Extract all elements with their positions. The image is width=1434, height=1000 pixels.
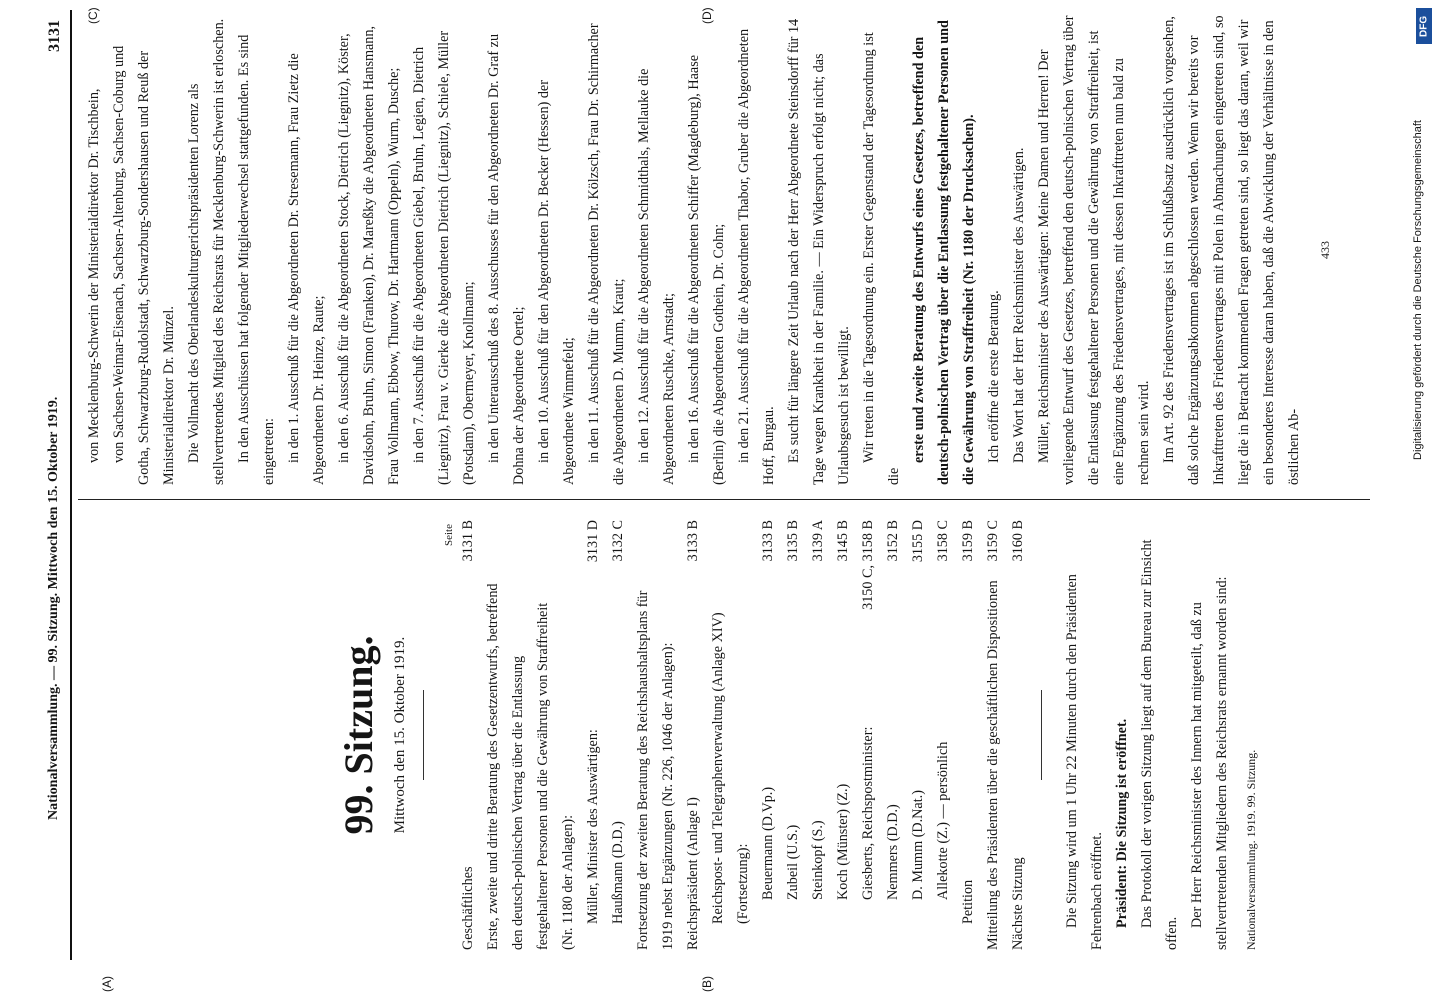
toc-entry-page: 3145 B xyxy=(835,520,851,562)
toc-entry-page: 3152 B xyxy=(885,520,901,562)
toc-entry-page: 3158 C xyxy=(935,520,951,562)
toc-entry-text: Mitteilung des Präsidenten über die geschäftlichen Dispositionen xyxy=(985,580,1001,950)
toc-entry-page: 3150 C, 3158 B xyxy=(860,520,876,610)
toc-entry-page: 3135 B xyxy=(785,520,801,562)
toc-entry xyxy=(806,520,831,950)
toc-entry-page: 3133 B xyxy=(685,520,701,562)
toc-entry xyxy=(681,520,706,950)
toc-entry-text: Allekotte (Z.) — persönlich xyxy=(935,741,951,900)
toc-entry xyxy=(1006,520,1031,950)
toc-entry-page: 3160 B xyxy=(1010,520,1026,562)
signature-mark: 433 xyxy=(1318,241,1332,259)
right-column xyxy=(82,15,1338,485)
toc-entry-page: 3131 D xyxy=(585,520,601,563)
running-header: Nationalversammlung. — 99. Sitzung. Mittwoch den 15. Oktober 1919. xyxy=(46,396,61,820)
toc-entry-page: 3155 D xyxy=(910,520,926,563)
dfg-logo: DFG xyxy=(1416,8,1432,44)
toc-entry-page: 3132 C xyxy=(610,520,626,562)
right-paragraph: Ich eröffne die erste Beratung. xyxy=(986,290,1002,463)
toc-entry xyxy=(881,520,906,950)
toc-entry-text: D. Mumm (D.Nat.) xyxy=(910,790,926,900)
page-column-label: Seite xyxy=(443,524,455,546)
funding-note: Digitalisierung gefördert durch die Deutsche Forschungsgemeinschaft xyxy=(1412,120,1424,460)
toc-entry xyxy=(456,520,481,950)
toc-entry xyxy=(781,520,806,950)
toc-entry-text: Steinkopf (S.) xyxy=(810,820,826,900)
toc-entry-page: 3159 B xyxy=(960,520,976,562)
left-footer: Nationalversammlung. 1919. 99. Sitzung. xyxy=(1244,749,1258,950)
right-paragraph: Im Art. 92 des Friedensvertrages ist im Schlußabsatz ausdrücklich vorgesehen, daß solche Ergänzungsabkommen abgeschlossen werden. Wenn wir bereits vor Inkrafttreten des Friedensvertrages mit Polen in Abmachungen eingetreten sind, so liegt die in Betracht kommenden Fragen getreten sind, so liegt das daran, weil wir ein besonderes Interesse daran haben, daß die Abwicklung der Verhältnisse in den östlichen Ab- xyxy=(1161,15,1302,485)
table-of-contents xyxy=(456,520,1031,950)
toc-end-rule xyxy=(1041,690,1042,780)
margin-mark-d: (D) xyxy=(700,7,714,24)
toc-entry-text: Zubeil (U.S.) xyxy=(785,824,801,900)
toc-entry-text: Giesberts, Reichspostminister: xyxy=(860,726,876,900)
right-paragraph: Es sucht für längere Zeit Urlaub nach der Herr Abgeordnete Steinsdorff für 14 Tage wegen Krankheit in der Familie. — Ein Widerspruch erfolgt nicht; das Urlaubsgesuch ist bewilligt. xyxy=(786,18,852,485)
toc-entry xyxy=(956,520,981,950)
toc-entry-page: 3133 B xyxy=(760,520,776,562)
toc-entry-text: Reichspost- und Telegraphenverwaltung (Anlage XIV) (Fortsetzung): xyxy=(710,612,751,924)
toc-entry-text: Nächste Sitzung xyxy=(1010,857,1026,950)
right-paragraph: in den 16. Ausschuß für die Abgeordneten Schiffer (Magdeburg), Haase (Berlin) die Abgeordneten Gothein, Dr. Cohn; xyxy=(686,54,727,485)
right-paragraph: in den 12. Ausschuß für die Abgeordneten Schmidthals, Mellauke die Abgeordneten Ruschke, Arnstadt; xyxy=(636,68,677,485)
toc-entry xyxy=(756,520,781,950)
header-rule xyxy=(70,10,72,960)
toc-entry-text: Geschäftliches xyxy=(460,866,476,950)
toc-entry xyxy=(581,520,606,950)
toc-entry xyxy=(906,520,931,950)
toc-entry-text: Haußmann (D.D.) xyxy=(610,821,626,924)
column-divider xyxy=(78,499,1370,500)
right-paragraph: in den 6. Ausschuß für die Abgeordneten Stock, Dietrich (Liegnitz), Köster, Davidsohn, Bruhn, Simon (Franken), Dr. Mareßky die Abgeordneten Hansmann, Frau Vollmann, Ebbow, Thurow, Dr. Hartmann (Oppeln), Wurm, Dusche; xyxy=(336,25,402,485)
right-paragraph: Wir treten in die Tagesordnung ein. Erster Gegenstand der Tagesordnung ist die xyxy=(861,32,902,485)
margin-mark-c: (C) xyxy=(86,7,100,24)
margin-mark-a: (A) xyxy=(100,976,114,992)
toc-entry-text: Müller, Minister des Auswärtigen: xyxy=(585,729,601,924)
right-paragraph: von Mecklenburg-Schwerin der Ministerialdirektor Dr. Tischbein, xyxy=(86,88,102,463)
session-date: Mittwoch den 15. Oktober 1919. xyxy=(392,636,408,834)
right-paragraph: in den 10. Ausschuß für den Abgeordneten Dr. Becker (Hessen) der Abgeordnete Wimmefeld; xyxy=(536,80,577,485)
toc-entry-text: Erste, zweite und dritte Beratung des Gesetzentwurfs, betreffend den deutsch-polnischen Vertrag über die Entlassung festgehaltener Personen und die Gewährung von Straffreiheit (Nr. 1180 der Anlagen): xyxy=(485,583,576,950)
toc-entry-text: Beuermann (D.Vp.) xyxy=(760,786,776,900)
toc-entry-page: 3139 A xyxy=(810,520,826,562)
toc-entry xyxy=(606,520,631,950)
right-paragraph: von Sachsen-Weimar-Eisenach, Sachsen-Altenburg, Sachsen-Coburg und Gotha, Schwarzburg-Rudolstadt, Schwarzburg-Sondershausen und Reuß der Ministerialdirektor Dr. Münzel. xyxy=(111,45,177,485)
session-title: 99. Sitzung. xyxy=(336,635,381,835)
left-paragraph: Das Protokoll der vorigen Sitzung liegt auf dem Bureau zur Einsicht offen. xyxy=(1139,539,1180,950)
toc-entry-text: Fortsetzung der zweiten Beratung des Reichshaushaltsplans für 1919 nebst Ergänzungen (Nr. 226, 1046 der Anlagen): xyxy=(635,590,676,950)
page-number: 3131 xyxy=(46,20,63,52)
toc-entry xyxy=(981,520,1006,950)
toc-entry-text: Reichspräsident (Anlage I) xyxy=(685,797,701,950)
agenda-item-title: erste und zweite Beratung des Entwurfs eines Gesetzes, betreffend den deutsch-polnischen Vertrag über die Entlassung festgehaltener Personen und die Gewährung von Straffreiheit (Nr. 1180 der Drucksachen). xyxy=(911,20,977,485)
right-paragraph: in den 1. Ausschuß für die Abgeordneten Dr. Stresemann, Frau Zietz die Abgeordneten Dr. Heinze, Raute; xyxy=(286,53,327,485)
left-paragraph: Der Herr Reichsminister des Innern hat mitgeteilt, daß zu stellvertretenden Mitgliedern des Reichsrats ernannt worden sind: xyxy=(1189,576,1230,950)
toc-entry xyxy=(706,520,756,950)
right-paragraph: in den 21. Ausschuß für die Abgeordneten Thabor, Gruber die Abgeordneten Hoff, Burgau. xyxy=(736,28,777,485)
margin-mark-b: (B) xyxy=(700,976,714,992)
president-statement: Präsident: Die Sitzung ist eröffnet. xyxy=(1114,718,1130,928)
right-paragraph: in den 7. Ausschuß für die Abgeordneten Giebel, Bruhn, Legien, Dietrich (Liegnitz), Frau v. Gierke die Abgeordneten Dietrich (Liegnitz), Schiele, Müller (Potsdam), Obermeyer, Knollmann; xyxy=(411,30,477,485)
toc-entry-text: Koch (Münster) (Z.) xyxy=(835,783,851,900)
right-paragraph: in den 11. Ausschuß für die Abgeordneten Dr. Kölzsch, Frau Dr. Schirmacher die Abgeordneten D. Mumm, Kraut; xyxy=(586,23,627,485)
toc-entry xyxy=(831,520,856,950)
title-rule xyxy=(423,690,424,780)
right-paragraph: In den Ausschüssen hat folgender Mitgliederwechsel stattgefunden. Es sind eingetreten: xyxy=(236,34,277,485)
toc-entry xyxy=(856,520,881,950)
opening-paragraph: Die Sitzung wird um 1 Uhr 22 Minuten durch den Präsidenten Fehrenbach eröffnet. xyxy=(1064,574,1105,950)
right-paragraph: Das Wort hat der Herr Reichsminister des Auswärtigen. xyxy=(1011,147,1027,463)
toc-entry-page: 3131 B xyxy=(460,520,476,562)
toc-entry-page: 3159 C xyxy=(985,520,1001,562)
right-paragraph: Die Vollmacht des Oberlandeskulturgerichtspräsidenten Lorenz als stellvertretendes Mitglied des Reichsrats für Mecklenburg-Schwerin ist erloschen. xyxy=(186,18,227,485)
right-paragraph: in den Unterausschuß des 8. Ausschusses für den Abgeordneten Dr. Graf zu Dohna der Abgeordnete Oertel; xyxy=(486,33,527,485)
toc-entry xyxy=(631,520,681,950)
toc-entry xyxy=(931,520,956,950)
left-column xyxy=(82,520,1264,950)
minister-speech: Müller, Reichsminister des Auswärtigen: Meine Damen und Herren! Der vorliegende Entwurf des Gesetzes, betreffend den deutsch-polnischen Vertrag über die Entlassung festgehaltener Personen und die Gewährung von Straffreiheit, ist eine Ergänzung des Friedensvertrages, mit dessen Inkrafttreten nun bald zu rechnen sein wird. xyxy=(1036,15,1152,485)
toc-entry xyxy=(481,520,581,950)
toc-entry-text: Nemmers (D.D.) xyxy=(885,804,901,900)
toc-entry-text: Petition xyxy=(960,879,976,924)
